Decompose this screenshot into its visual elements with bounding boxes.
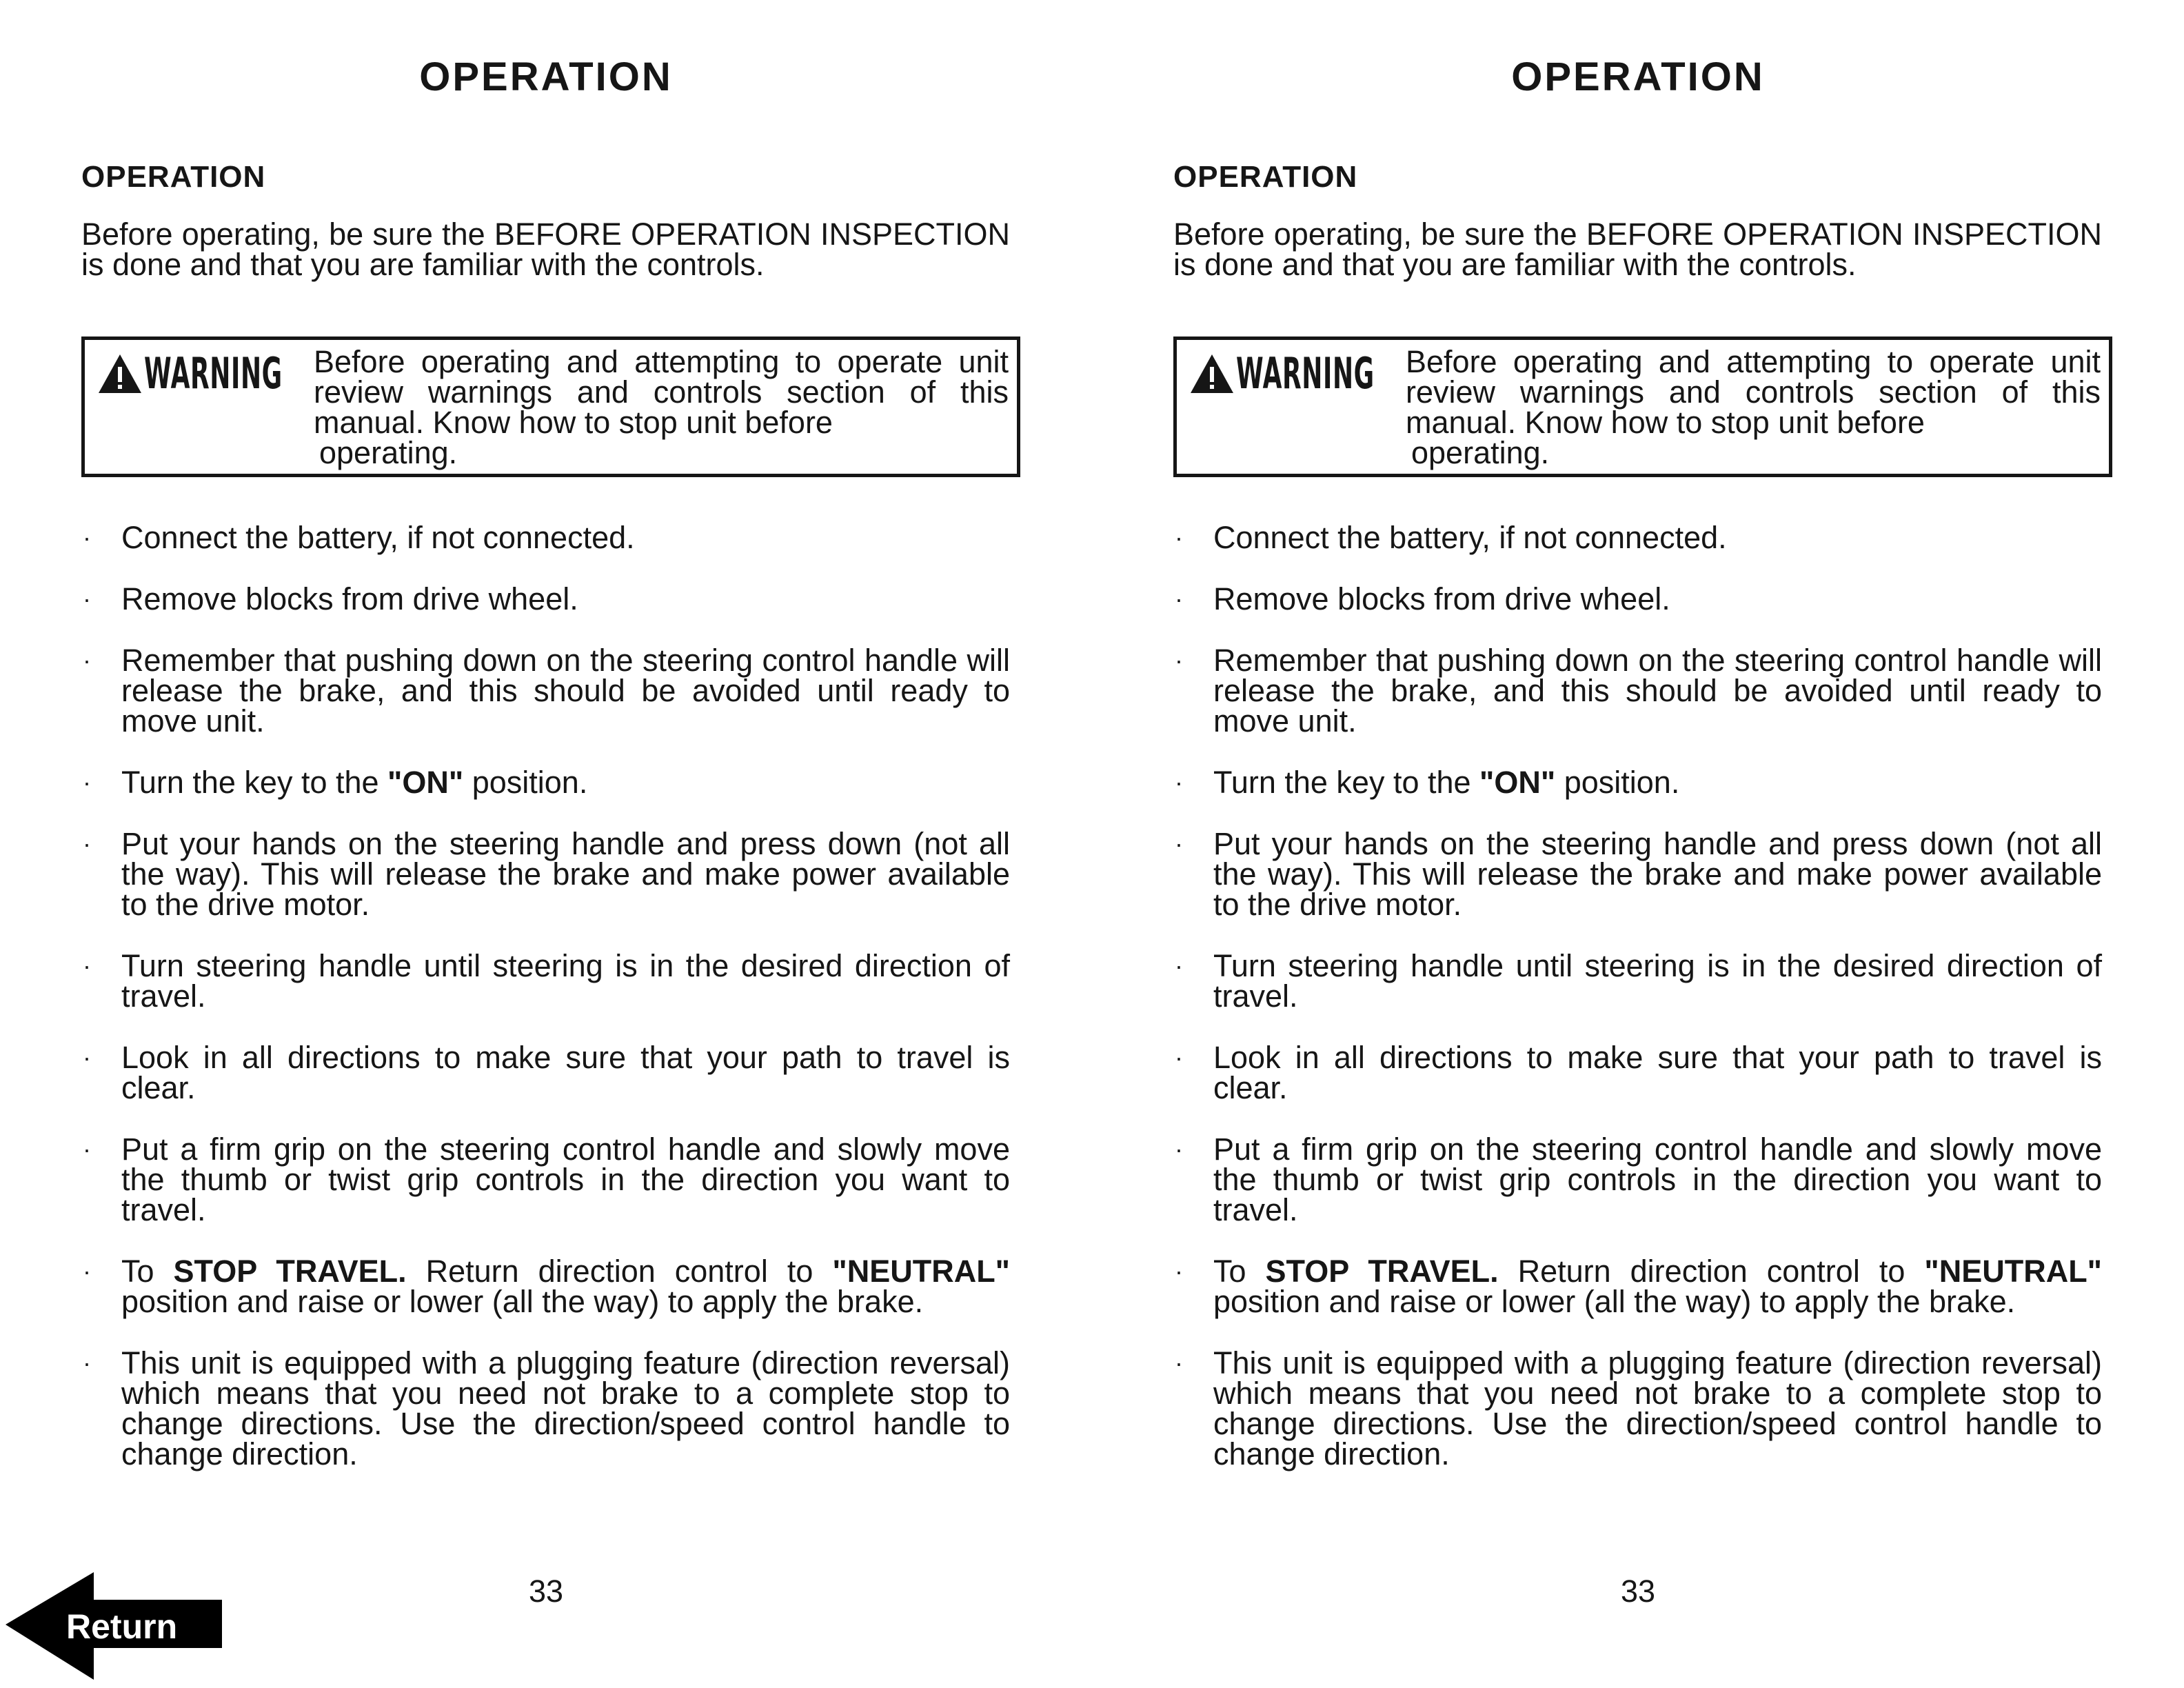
list-item-text: Turn the key to the	[1213, 765, 1480, 800]
bullet-marker: ·	[1175, 830, 1183, 858]
list-item	[81, 645, 1010, 736]
return-button-label: Return	[66, 1607, 178, 1646]
bullet-marker: ·	[83, 768, 91, 796]
list-item	[81, 581, 1010, 616]
warning-line: manual. Know how to stop unit before	[314, 405, 833, 440]
list-item-text: To	[121, 1254, 174, 1289]
list-item-emphasis: "ON"	[1479, 765, 1556, 800]
bullet-marker: ·	[83, 1349, 91, 1377]
bullet-marker: ·	[83, 1043, 91, 1072]
list-item-text: Return direction control to	[406, 1254, 833, 1289]
list-item	[81, 1040, 1010, 1105]
list-item	[1173, 1134, 2102, 1225]
warning-line: review warnings and controls section of this	[314, 374, 1009, 410]
warning-word: WARNING	[1236, 348, 1375, 399]
return-button[interactable]	[6, 1572, 225, 1682]
list-item	[81, 1134, 1010, 1225]
section-heading: OPERATION	[1173, 160, 1358, 194]
list-item	[1173, 1345, 2102, 1471]
bullet-marker: ·	[1175, 1257, 1183, 1285]
list-item-text: Remember that pushing down on the steering control handle will release the brake, and this should be avoided until ready to move unit.	[121, 643, 1010, 738]
page-title: OPERATION	[419, 54, 673, 99]
list-item-emphasis: STOP TRAVEL.	[1265, 1254, 1499, 1289]
warning-line: manual. Know how to stop unit before	[1406, 405, 1925, 440]
list-item-text: position.	[463, 765, 588, 800]
list-item-text: Connect the battery, if not connected.	[1213, 520, 1727, 555]
list-item-text: Put your hands on the steering handle and press down (not all the way). This will release the brake and make power available to the drive motor.	[1213, 826, 2102, 922]
warning-word: WARNING	[144, 348, 283, 399]
warning-line: review warnings and controls section of this	[1406, 374, 2101, 410]
list-item-text: Turn the key to the	[121, 765, 388, 800]
list-item-text: Look in all directions to make sure that your path to travel is clear.	[121, 1040, 1010, 1105]
list-item	[81, 1345, 1010, 1471]
warning-line: operating.	[319, 435, 458, 470]
list-item-emphasis: "ON"	[387, 765, 464, 800]
list-item-text: Put a firm grip on the steering control handle and slowly move the thumb or twist grip controls in the direction you want to travel.	[1213, 1132, 2102, 1227]
list-item-text: Turn steering handle until steering is in the desired direction of travel.	[121, 948, 1010, 1014]
bullet-marker: ·	[83, 1135, 91, 1163]
list-item-text: Put a firm grip on the steering control handle and slowly move the thumb or twist grip controls in the direction you want to travel.	[121, 1132, 1010, 1227]
list-item-text: Put your hands on the steering handle and press down (not all the way). This will release the brake and make power available to the drive motor.	[121, 826, 1010, 922]
list-item	[1173, 645, 2102, 736]
list-item	[1173, 767, 2102, 798]
list-item-text: Look in all directions to make sure that your path to travel is clear.	[1213, 1040, 2102, 1105]
warning-triangle-icon	[97, 353, 143, 394]
list-item	[81, 1256, 1010, 1317]
list-item-text: Turn steering handle until steering is in the desired direction of travel.	[1213, 948, 2102, 1014]
operation-steps-list	[81, 520, 1011, 1500]
list-item	[81, 767, 1010, 798]
page-number: 33	[528, 1574, 564, 1609]
bullet-marker: ·	[1175, 585, 1183, 613]
page-title: OPERATION	[1511, 54, 1765, 99]
list-item	[1173, 520, 2102, 555]
page-number: 33	[1620, 1574, 1656, 1609]
warning-triangle-icon	[1189, 353, 1235, 394]
bullet-marker: ·	[83, 585, 91, 613]
warning-text	[1406, 344, 2101, 470]
list-item-text: This unit is equipped with a plugging feature (direction reversal) which means that you need not brake to a complete stop to change directions. Use the direction/speed control handle to change direction.	[121, 1345, 1010, 1471]
list-item	[1173, 1256, 2102, 1317]
bullet-marker: ·	[83, 523, 91, 552]
list-item-text: position and raise or lower (all the way) to apply the brake.	[1213, 1284, 2016, 1319]
list-item-emphasis: "NEUTRAL"	[832, 1254, 1011, 1289]
list-item	[81, 520, 1010, 555]
bullet-marker: ·	[1175, 646, 1183, 674]
list-item	[1173, 826, 2102, 922]
list-item	[1173, 581, 2102, 616]
bullet-marker: ·	[1175, 768, 1183, 796]
bullet-marker: ·	[1175, 1135, 1183, 1163]
warning-box	[81, 336, 1020, 477]
bullet-marker: ·	[83, 830, 91, 858]
warning-text	[314, 344, 1009, 470]
list-item-text: position.	[1555, 765, 1680, 800]
section-heading: OPERATION	[81, 160, 266, 194]
list-item-text: Connect the battery, if not connected.	[121, 520, 635, 555]
bullet-marker: ·	[1175, 1349, 1183, 1377]
list-item-text: Remember that pushing down on the steering control handle will release the brake, and this should be avoided until ready to move unit.	[1213, 643, 2102, 738]
list-item	[81, 948, 1010, 1014]
warning-line: operating.	[1411, 435, 1550, 470]
list-item-emphasis: "NEUTRAL"	[1924, 1254, 2103, 1289]
bullet-marker: ·	[1175, 1043, 1183, 1072]
list-item-text: position and raise or lower (all the way) to apply the brake.	[121, 1284, 924, 1319]
list-item-text: Remove blocks from drive wheel.	[121, 581, 578, 616]
intro-paragraph: Before operating, be sure the BEFORE OPERATION INSPECTION is done and that you are familiar with the controls.	[81, 217, 1010, 282]
manual-page-right	[1092, 0, 2184, 1688]
list-item-emphasis: STOP TRAVEL.	[173, 1254, 407, 1289]
list-item	[1173, 948, 2102, 1014]
warning-line: Before operating and attempting to operate unit	[1406, 344, 2101, 379]
list-item-text: This unit is equipped with a plugging feature (direction reversal) which means that you need not brake to a complete stop to change directions. Use the direction/speed control handle to change direction.	[1213, 1345, 2102, 1471]
intro-paragraph: Before operating, be sure the BEFORE OPERATION INSPECTION is done and that you are familiar with the controls.	[1173, 217, 2102, 282]
list-item	[81, 826, 1010, 922]
list-item-text: Remove blocks from drive wheel.	[1213, 581, 1670, 616]
bullet-marker: ·	[1175, 523, 1183, 552]
operation-steps-list	[1173, 520, 2103, 1500]
list-item	[1173, 1040, 2102, 1105]
warning-line: Before operating and attempting to operate unit	[314, 344, 1009, 379]
bullet-marker: ·	[83, 952, 91, 980]
list-item-text: Return direction control to	[1498, 1254, 1925, 1289]
list-item-text: To	[1213, 1254, 1266, 1289]
bullet-marker: ·	[1175, 952, 1183, 980]
warning-box	[1173, 336, 2112, 477]
bullet-marker: ·	[83, 646, 91, 674]
bullet-marker: ·	[83, 1257, 91, 1285]
